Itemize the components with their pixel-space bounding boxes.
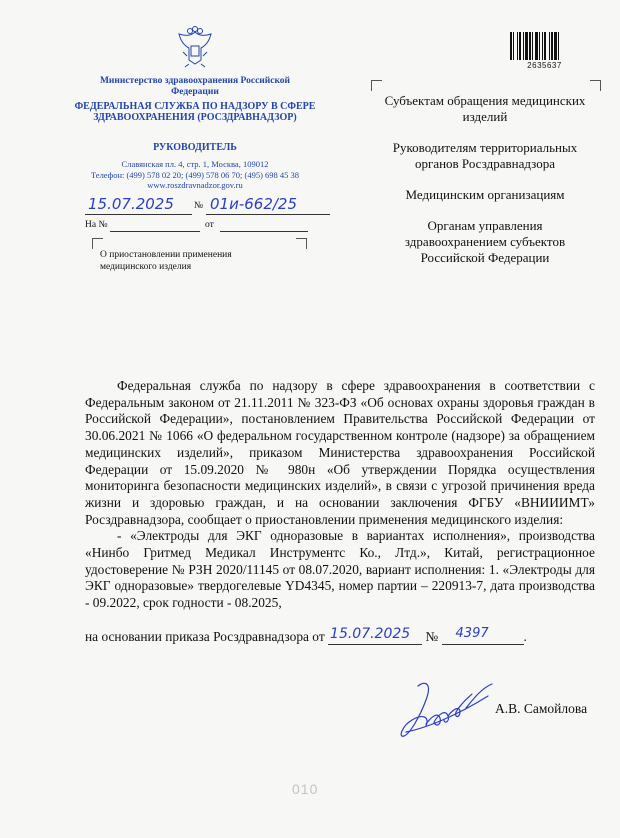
- addressee-item: Руководителям территориальных органов Росздравнадзора: [392, 140, 578, 171]
- from-label: от: [205, 220, 214, 230]
- order-line: [85, 626, 527, 645]
- address: Славянская пл. 4, стр. 1, Москва, 109012: [121, 159, 269, 169]
- barcode-icon: [509, 31, 580, 63]
- service-name: ФЕДЕРАЛЬНАЯ СЛУЖБА ПО НАДЗОРУ В СФЕРЕ ЗДРАВООХРАНЕНИЯ (РОСЗДРАВНАДЗОР): [74, 101, 316, 123]
- addressee-list: [380, 93, 590, 281]
- barcode-number: 2635637: [527, 61, 562, 70]
- document-subject: О приостановлении применения медицинского изделия: [100, 250, 232, 272]
- coat-of-arms-icon: [175, 26, 215, 68]
- reply-label: На №: [85, 220, 108, 230]
- head-title: РУКОВОДИТЕЛЬ: [153, 142, 237, 153]
- order-number: 4397: [455, 626, 489, 641]
- body-paragraph-1: Федеральная служба по надзору в сфере здравоохранения в соответствии с Федеральным законом от 21.11.2011 № 323-ФЗ «Об основах охраны здоровья граждан в Российской Федерации», постановлением Правительства Российской Федерации от 30.06.2021 № 1066 «О федеральном государственном контроле (надзоре) за обращением медицинских изделий», приказом Министерства здравоохранения Российской Федерации от 15.09.2020 № 980н «Об утверждении Порядка осуществления мониторинга безопасности медицинских изделий», в связи с угрозой причинения вреда жизни и здоровью граждан, и на основании заключения ФГБУ «ВНИИИМТ» Росздравнадзора, сообщает о приостановлении применения медицинского изделия:: [85, 378, 595, 527]
- contact-block: [60, 159, 330, 191]
- signer-name: А.В. Самойлова: [495, 701, 588, 716]
- order-suffix: .: [523, 629, 527, 644]
- signature-icon: [396, 676, 501, 742]
- page-mark: 010: [292, 781, 319, 797]
- registration-number-sign: №: [194, 201, 204, 211]
- phones: Телефон: (499) 578 02 20; (499) 578 06 70; (495) 698 45 38: [90, 169, 300, 180]
- addressee-item: Органам управления здравоохранением субъектов Российской Федерации: [404, 218, 566, 265]
- website: www.roszdravnadzor.gov.ru: [147, 180, 243, 190]
- body-paragraph-2: - «Электроды для ЭКГ одноразовые в вариантах исполнения», производства «Нинбо Гритмед Медикал Инструментс Ко., Лтд.», Китай, регистрационное удостоверение № РЗН 2020/11145 от 08.07.2020, вариант исполнения: 1. «Электроды для ЭКГ одноразовые» твердогелевые YD4345, номер партии – 220913-7, дата производства - 09.2022, срок годности - 08.2025,: [85, 528, 595, 611]
- ministry-name: Министерство здравоохранения Российской Федерации: [99, 76, 291, 97]
- letter-body: [85, 378, 595, 612]
- order-prefix: на основании приказа Росздравнадзора от: [85, 629, 325, 644]
- registration-number: 01и-662/25: [210, 195, 298, 213]
- order-date: 15.07.2025: [330, 626, 411, 642]
- order-number-sign: №: [425, 629, 439, 644]
- addressee-item: Субъектам обращения медицинских изделий: [384, 93, 586, 124]
- registration-date: 15.07.2025: [88, 195, 174, 213]
- addressee-item: Медицинским организациям: [405, 187, 565, 202]
